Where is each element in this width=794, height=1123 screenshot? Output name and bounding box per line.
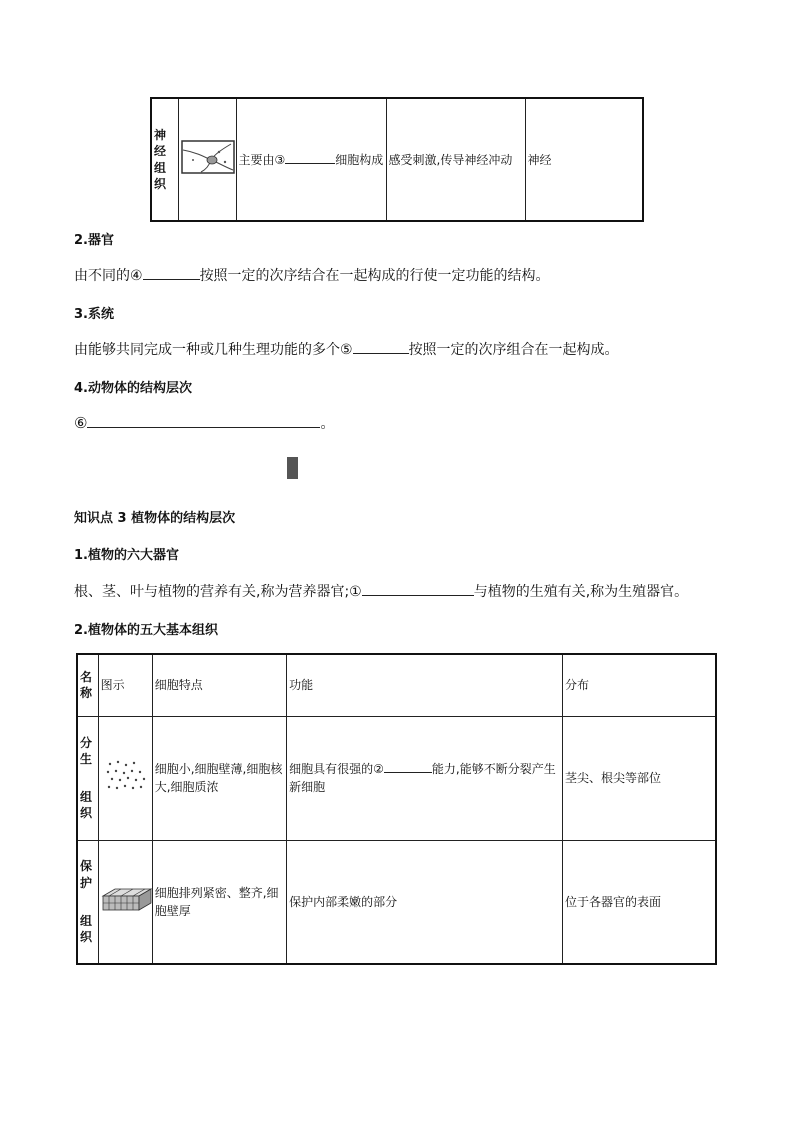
plant-tissue-table [76, 653, 717, 965]
tissues-heading: 2.植物体的五大基本组织 [74, 623, 218, 638]
header-distribution: 分布 [562, 654, 716, 716]
tissue-name-cell: 分 生 组 织 [77, 716, 98, 840]
answer-blank-2 [384, 772, 432, 773]
answer-blank-6 [87, 427, 320, 428]
table-row [77, 840, 716, 964]
table-header-row [77, 654, 716, 716]
function-cell: 细胞具有很强的② 能力,能够不断分裂产生新细胞 [287, 716, 563, 840]
table-row [77, 716, 716, 840]
protective-tissue-image [101, 886, 153, 912]
neuron-tissue-image [181, 140, 235, 174]
distribution-cell: 神经 [525, 98, 643, 221]
features-cell: 细胞排列紧密、整齐,细胞壁厚 [152, 840, 286, 964]
knowledge-point-heading: 知识点 3 植物体的结构层次 [74, 511, 236, 526]
tissue-name-cell: 保 护 组 织 [77, 840, 98, 964]
tissue-image-cell [178, 98, 236, 221]
structure-cell: 主要由③ 细胞构成 [236, 98, 386, 221]
answer-blank-5 [353, 353, 409, 354]
distribution-cell: 位于各器官的表面 [562, 840, 716, 964]
organ-definition: 由不同的④ 按照一定的次序结合在一起构成的行使一定功能的结构。 [74, 268, 550, 284]
section-marker-block [287, 457, 298, 479]
features-cell: 细胞小,细胞壁薄,细胞核大,细胞质浓 [152, 716, 286, 840]
six-organs-text: 根、茎、叶与植物的营养有关,称为营养器官;① 与植物的生殖有关,称为生殖器官。 [74, 584, 689, 600]
system-heading: 3.系统 [74, 307, 114, 322]
levels-answer-line: ⑥ 。 [74, 414, 335, 432]
animal-tissue-table [150, 97, 644, 222]
distribution-cell: 茎尖、根尖等部位 [562, 716, 716, 840]
meristem-dots-image [104, 758, 146, 794]
answer-blank-3 [285, 163, 335, 164]
header-name: 名 称 [77, 654, 98, 716]
function-cell: 感受刺激,传导神经冲动 [386, 98, 525, 221]
tissue-name-cell: 神 经 组 织 [151, 98, 178, 221]
six-organs-heading: 1.植物的六大器官 [74, 548, 179, 563]
system-definition: 由能够共同完成一种或几种生理功能的多个⑤ 按照一定的次序组合在一起构成。 [74, 342, 619, 358]
function-cell: 保护内部柔嫩的部分 [287, 840, 563, 964]
header-features: 细胞特点 [152, 654, 286, 716]
table-row [151, 98, 643, 221]
levels-heading: 4.动物体的结构层次 [74, 381, 192, 396]
answer-blank-1 [362, 595, 474, 596]
organ-heading: 2.器官 [74, 233, 114, 248]
tissue-image-cell [98, 840, 152, 964]
header-image: 图示 [98, 654, 152, 716]
answer-blank-4 [143, 279, 200, 280]
header-function: 功能 [287, 654, 563, 716]
tissue-image-cell [98, 716, 152, 840]
